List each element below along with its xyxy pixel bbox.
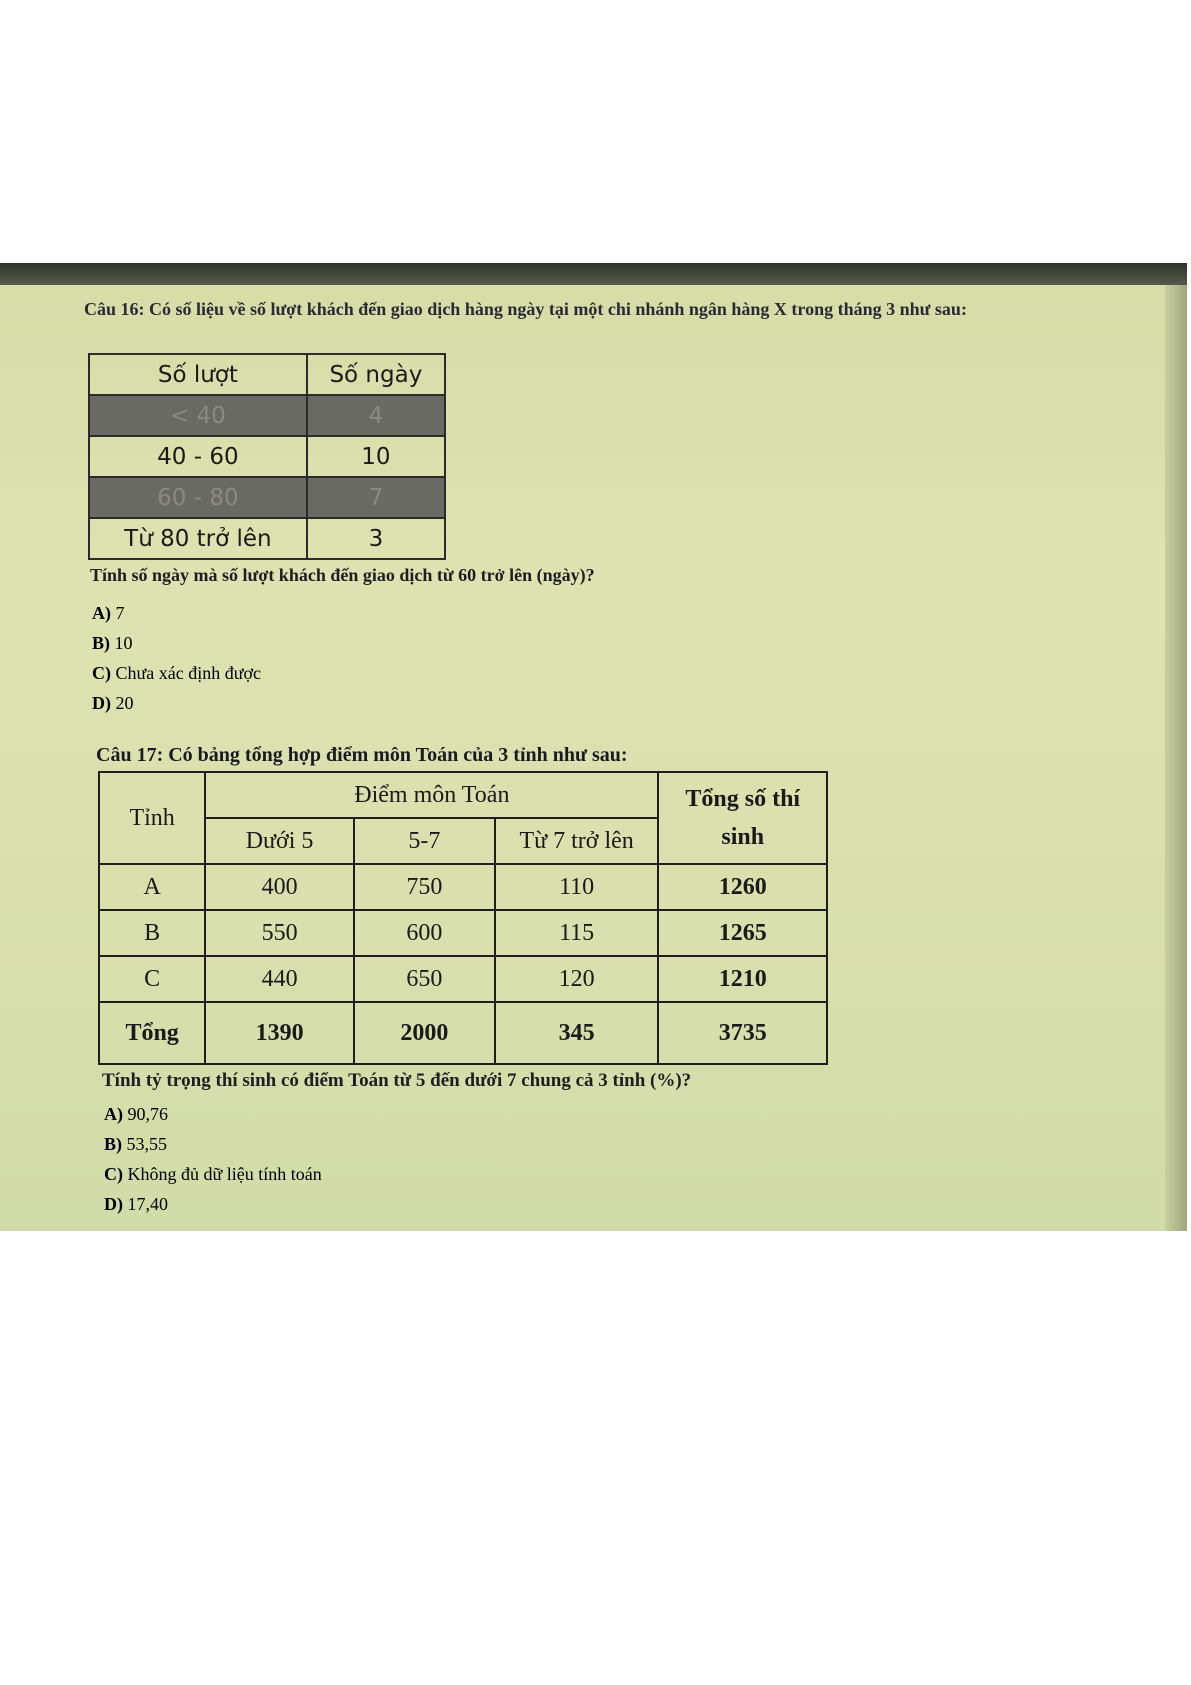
col-header-days: Số ngày <box>307 354 445 395</box>
table-cell: 440 <box>205 956 354 1002</box>
table-total-row <box>99 1002 827 1064</box>
question-17-text: Tính tỷ trọng thí sinh có điểm Toán từ 5 đến dưới 7 chung cả 3 tỉnh (%)? <box>102 1070 692 1091</box>
table-cell: B <box>99 910 205 956</box>
option-17-a <box>104 1104 168 1125</box>
table-row <box>99 956 827 1002</box>
table-cell: 2000 <box>354 1002 495 1064</box>
question-16-text: Tính số ngày mà số lượt khách đến giao dịch từ 60 trở lên (ngày)? <box>90 565 595 585</box>
table-cell: 3735 <box>658 1002 827 1064</box>
col-header-total-candidates: Tổng số thí sinh <box>658 772 827 864</box>
table-cell: 1390 <box>205 1002 354 1064</box>
option-text: Không đủ dữ liệu tính toán <box>127 1164 322 1184</box>
option-16-b <box>92 633 133 654</box>
group-header-math-score: Điểm môn Toán <box>205 772 658 818</box>
option-text: 53,55 <box>126 1134 167 1154</box>
table-cell: 60 - 80 <box>89 477 307 518</box>
option-text: 10 <box>114 633 133 653</box>
table-row <box>89 518 445 559</box>
photo-top-edge <box>0 263 1187 285</box>
table-row <box>99 910 827 956</box>
table-cell: 10 <box>307 436 445 477</box>
col-header-5-7: 5-7 <box>354 818 495 864</box>
option-16-d <box>92 693 134 714</box>
table-cell: 115 <box>495 910 659 956</box>
table-cell: C <box>99 956 205 1002</box>
option-key: D) <box>92 693 111 713</box>
col-header-province: Tỉnh <box>99 772 205 864</box>
option-text: 90,76 <box>127 1104 168 1124</box>
table-cell: 400 <box>205 864 354 910</box>
table-cell: 120 <box>495 956 659 1002</box>
table-row <box>89 436 445 477</box>
option-17-b <box>104 1134 167 1155</box>
table-cell: A <box>99 864 205 910</box>
option-key: A) <box>92 603 111 623</box>
option-key: C) <box>92 663 111 683</box>
table-cell: Tổng <box>99 1002 205 1064</box>
option-text: Chưa xác định được <box>115 663 261 683</box>
table-cell: 3 <box>307 518 445 559</box>
table-cell: 750 <box>354 864 495 910</box>
col-header-below-5: Dưới 5 <box>205 818 354 864</box>
option-key: C) <box>104 1164 123 1184</box>
option-16-a <box>92 603 125 624</box>
math-scores-table <box>98 771 828 1065</box>
col-header-visits: Số lượt <box>89 354 307 395</box>
photo-right-edge <box>1165 285 1187 1231</box>
table-cell: < 40 <box>89 395 307 436</box>
table-cell: 7 <box>307 477 445 518</box>
table-cell: 600 <box>354 910 495 956</box>
col-header-7-up: Từ 7 trở lên <box>495 818 659 864</box>
table-cell: 40 - 60 <box>89 436 307 477</box>
table-cell: Từ 80 trở lên <box>89 518 307 559</box>
option-16-c <box>92 663 261 684</box>
table-header-row <box>99 772 827 818</box>
option-text: 17,40 <box>127 1194 168 1214</box>
option-text: 20 <box>115 693 134 713</box>
option-17-c <box>104 1164 322 1185</box>
table-cell: 345 <box>495 1002 659 1064</box>
table-cell: 4 <box>307 395 445 436</box>
question-16-heading: Câu 16: Có số liệu về số lượt khách đến giao dịch hàng ngày tại một chi nhánh ngân hàng X trong tháng 3 như sau: <box>84 299 967 319</box>
table-cell: 550 <box>205 910 354 956</box>
table-row <box>89 395 445 436</box>
option-17-d <box>104 1194 168 1215</box>
document-photo <box>0 263 1187 1231</box>
table-cell: 1260 <box>658 864 827 910</box>
option-key: B) <box>104 1134 122 1154</box>
table-header-row <box>89 354 445 395</box>
option-key: B) <box>92 633 110 653</box>
question-17-heading: Câu 17: Có bảng tổng hợp điểm môn Toán của 3 tỉnh như sau: <box>96 744 628 766</box>
visits-table <box>88 353 446 560</box>
option-key: A) <box>104 1104 123 1124</box>
table-cell: 1210 <box>658 956 827 1002</box>
option-text: 7 <box>115 603 125 623</box>
option-key: D) <box>104 1194 123 1214</box>
table-cell: 650 <box>354 956 495 1002</box>
table-cell: 110 <box>495 864 659 910</box>
table-row <box>89 477 445 518</box>
table-row <box>99 864 827 910</box>
table-cell: 1265 <box>658 910 827 956</box>
